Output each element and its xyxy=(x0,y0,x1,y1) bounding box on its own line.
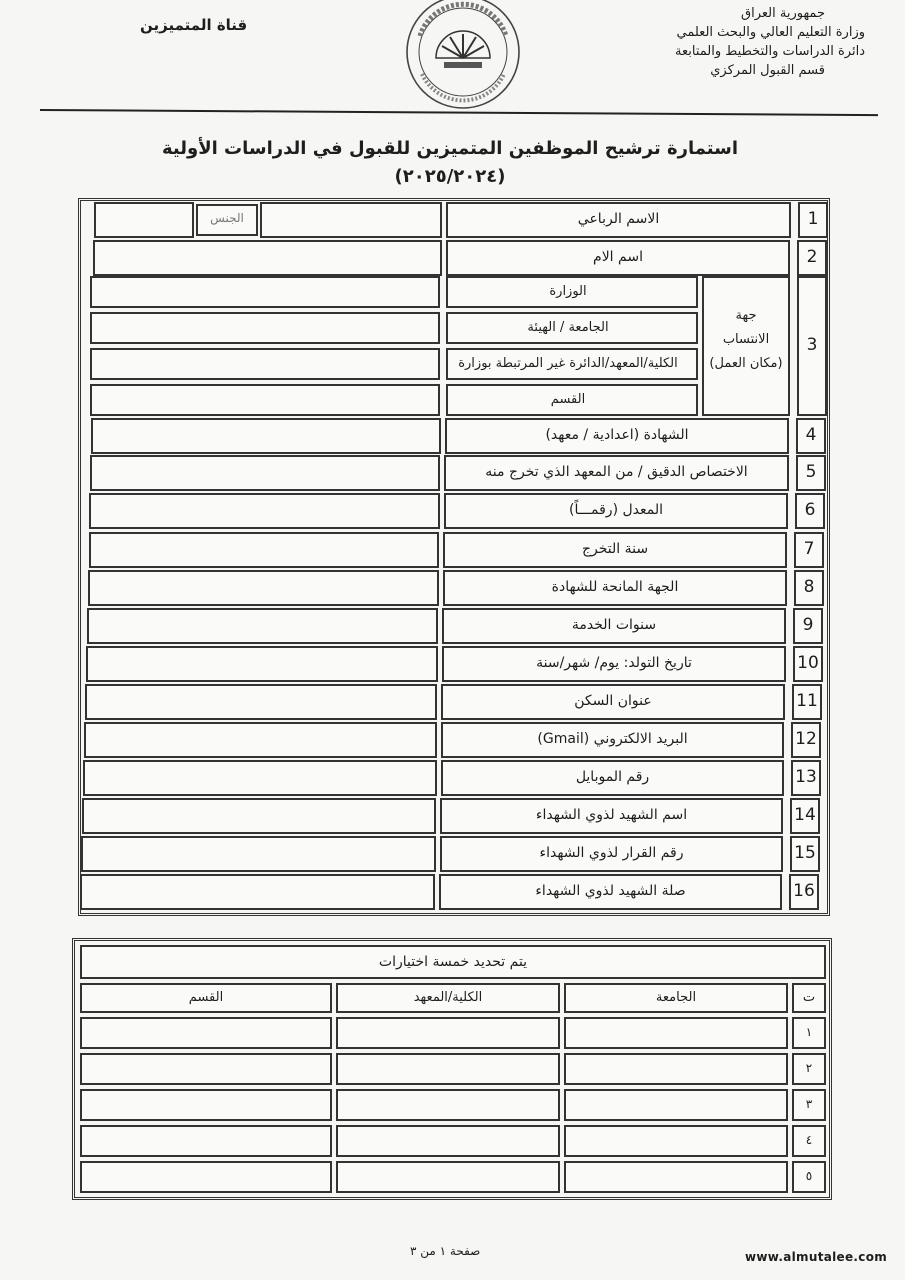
row-label: رقم القرار لذوي الشهداء xyxy=(539,845,684,861)
row-number: 14 xyxy=(794,805,816,825)
row-value-input[interactable] xyxy=(86,646,438,682)
choice-college-input[interactable] xyxy=(336,1053,560,1085)
row-number: 9 xyxy=(802,615,814,635)
page-number: صفحة ١ من ٣ xyxy=(410,1244,481,1258)
row-label: البريد الالكتروني (Gmail) xyxy=(537,731,688,747)
employer-department-label: القسم xyxy=(550,392,586,407)
row-label: المعدل (رقمـــاً) xyxy=(568,502,663,518)
republic-text: جمهورية العراق xyxy=(741,6,825,21)
row-value-input[interactable] xyxy=(91,418,441,454)
channel-label: قناة المتميزين xyxy=(140,16,248,34)
choices-heading: يتم تحديد خمسة اختيارات xyxy=(378,954,528,970)
employer-group-label: جهة xyxy=(735,308,757,323)
employer-college-label: الكلية/المعهد/الدائرة غير المرتبطة بوزارة xyxy=(458,356,678,371)
employer-college-input[interactable] xyxy=(90,348,440,380)
row-number: 8 xyxy=(803,577,815,597)
choice-university-input[interactable] xyxy=(564,1053,788,1085)
form-title: استمارة ترشيح الموظفين المتميزين للقبول في الدراسات الأولية xyxy=(161,138,739,159)
row-value-input[interactable] xyxy=(81,836,436,872)
row-number: 12 xyxy=(795,729,817,749)
choice-department-input[interactable] xyxy=(80,1053,332,1085)
employer-department-input[interactable] xyxy=(90,384,440,416)
full-name-input[interactable] xyxy=(260,202,442,238)
choice-department-input[interactable] xyxy=(80,1089,332,1121)
directorate-text: دائرة الدراسات والتخطيط والمتابعة xyxy=(675,44,865,59)
row-value-input[interactable] xyxy=(82,798,436,834)
row-number: 2 xyxy=(806,247,818,267)
row-number: 5 xyxy=(805,462,817,482)
row-value-input[interactable] xyxy=(90,455,440,491)
ministry-seal-icon xyxy=(400,0,526,112)
row-number: 3 xyxy=(806,335,818,355)
employer-ministry-input[interactable] xyxy=(90,276,440,308)
department-text: قسم القبول المركزي xyxy=(710,63,825,78)
gender-input[interactable] xyxy=(94,202,194,238)
choice-number: ٢ xyxy=(805,1061,813,1075)
row-label: صلة الشهيد لذوي الشهداء xyxy=(535,883,686,899)
choice-department-input[interactable] xyxy=(80,1125,332,1157)
choice-university-input[interactable] xyxy=(564,1161,788,1193)
choice-number: ٥ xyxy=(805,1169,813,1183)
academic-year: (٢٠٢٥/٢٠٢٤) xyxy=(394,166,506,187)
col-number-header: ت xyxy=(802,990,816,1005)
row-number: 10 xyxy=(797,653,819,673)
choice-university-input[interactable] xyxy=(564,1017,788,1049)
row-label: عنوان السكن xyxy=(574,693,652,709)
choice-college-input[interactable] xyxy=(336,1017,560,1049)
choice-college-input[interactable] xyxy=(336,1125,560,1157)
row-label: اسم الام xyxy=(593,249,643,265)
row-number: 4 xyxy=(805,425,817,445)
row-label: سنوات الخدمة xyxy=(571,617,657,633)
row-label: اسم الشهيد لذوي الشهداء xyxy=(535,807,688,823)
employer-university-input[interactable] xyxy=(90,312,440,344)
choice-college-input[interactable] xyxy=(336,1161,560,1193)
choice-department-input[interactable] xyxy=(80,1161,332,1193)
row-label: الاختصاص الدقيق / من المعهد الذي تخرج منه xyxy=(485,464,748,480)
row-value-input[interactable] xyxy=(93,240,442,276)
row-label: رقم الموبايل xyxy=(575,769,650,785)
header-block xyxy=(605,4,865,80)
col-college-header: الكلية/المعهد xyxy=(413,990,483,1005)
row-number: 1 xyxy=(807,209,819,229)
row-value-input[interactable] xyxy=(85,684,437,720)
ministry-text: وزارة التعليم العالي والبحث العلمي xyxy=(676,25,865,40)
row-label: تاريخ التولد: يوم/ شهر/سنة xyxy=(536,655,692,671)
row-number: 6 xyxy=(804,500,816,520)
employer-ministry-label: الوزارة xyxy=(549,284,587,299)
choice-university-input[interactable] xyxy=(564,1089,788,1121)
col-department-header: القسم xyxy=(188,990,224,1005)
row-value-input[interactable] xyxy=(84,722,437,758)
watermark: www.almutalee.com xyxy=(745,1250,888,1264)
choice-university-input[interactable] xyxy=(564,1125,788,1157)
row-number: 7 xyxy=(803,539,815,559)
row-number: 11 xyxy=(796,691,818,711)
choice-number: ٣ xyxy=(805,1097,813,1111)
employer-group-label: الانتساب xyxy=(722,332,770,347)
choice-number: ٤ xyxy=(805,1133,813,1147)
row-value-input[interactable] xyxy=(80,874,435,910)
choice-college-input[interactable] xyxy=(336,1089,560,1121)
employer-university-label: الجامعة / الهيئة xyxy=(527,320,609,335)
row-label: سنة التخرج xyxy=(581,541,649,557)
row-number: 16 xyxy=(793,881,815,901)
choice-department-input[interactable] xyxy=(80,1017,332,1049)
full-name-label: الاسم الرباعي xyxy=(577,211,660,227)
gender-label: الجنس xyxy=(210,211,244,225)
row-value-input[interactable] xyxy=(89,493,440,529)
col-university-header: الجامعة xyxy=(655,990,697,1005)
employer-group-label: (مكان العمل) xyxy=(709,356,783,371)
row-number: 13 xyxy=(795,767,817,787)
row-value-input[interactable] xyxy=(83,760,437,796)
row-label: الشهادة (اعدادية / معهد) xyxy=(545,427,689,443)
row-value-input[interactable] xyxy=(89,532,439,568)
row-number: 15 xyxy=(794,843,816,863)
row-value-input[interactable] xyxy=(87,608,438,644)
row-value-input[interactable] xyxy=(88,570,439,606)
choice-number: ١ xyxy=(805,1025,813,1039)
row-label: الجهة المانحة للشهادة xyxy=(551,579,679,595)
